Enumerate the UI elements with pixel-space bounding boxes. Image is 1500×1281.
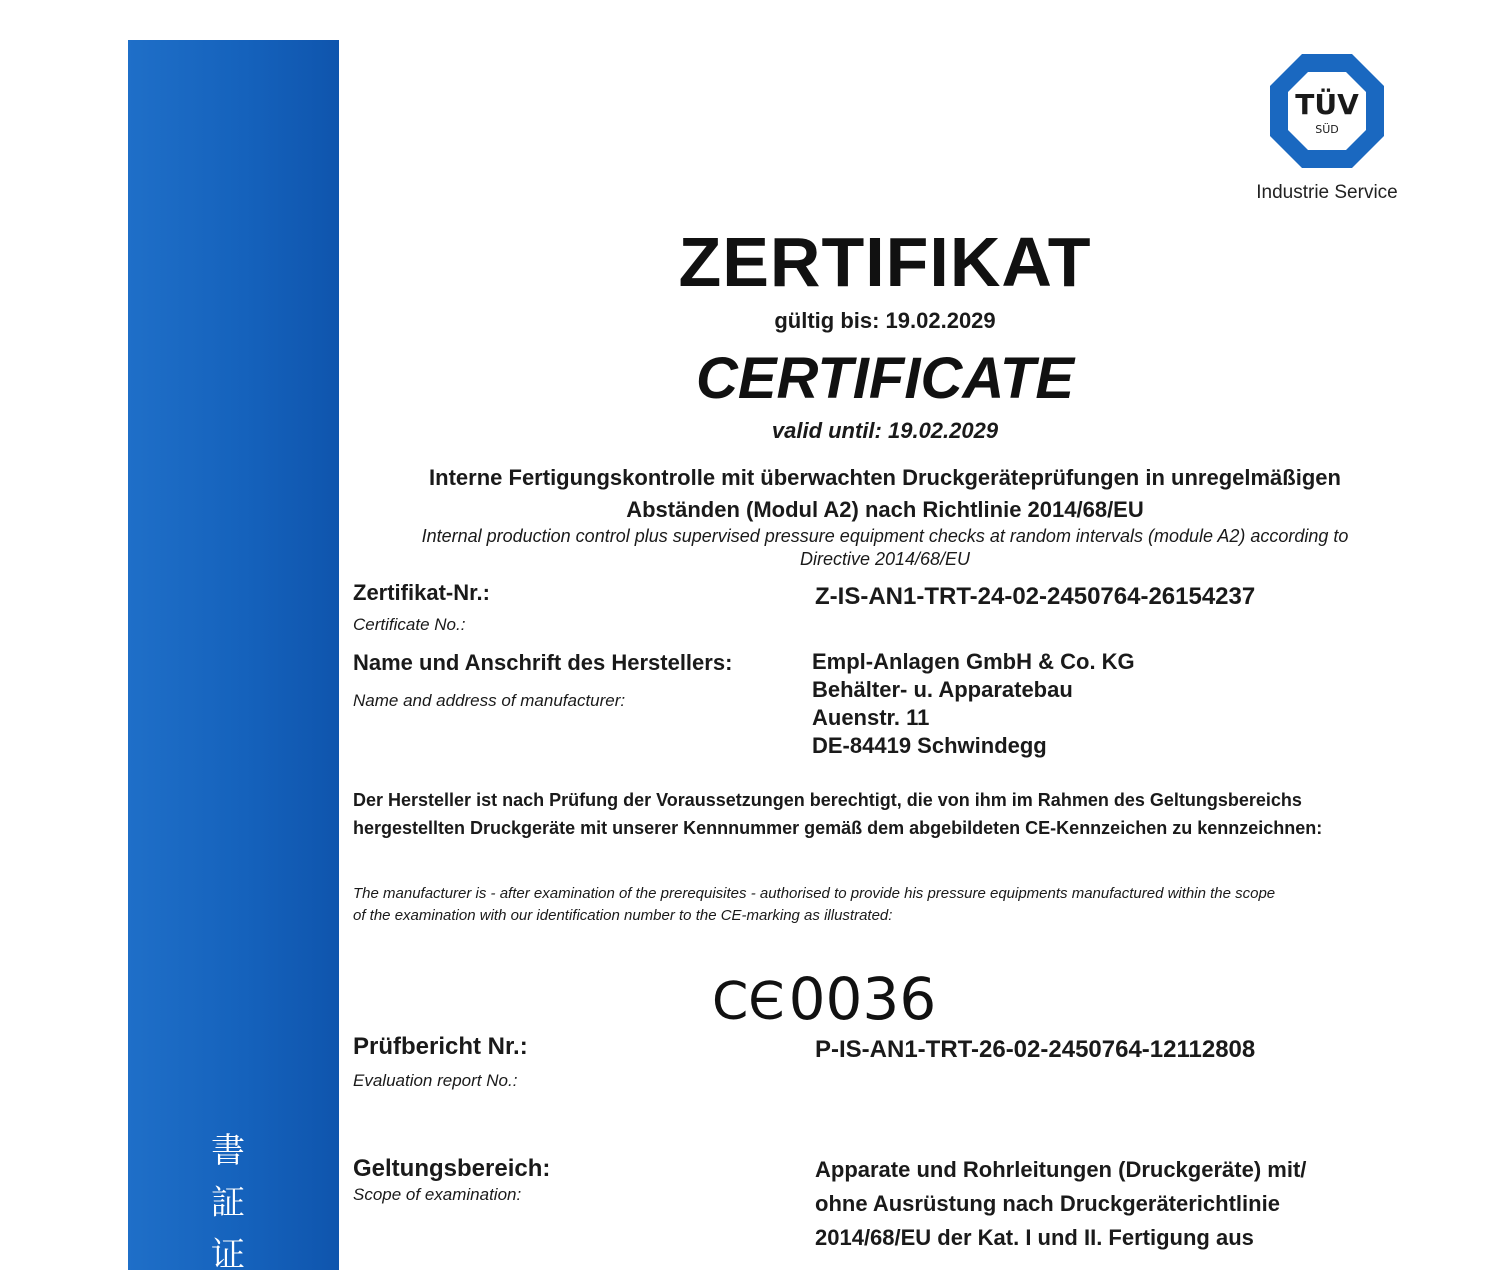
authorisation-german xyxy=(353,786,1413,842)
banner-cjk-char: 書 xyxy=(211,1131,245,1171)
logo-brand: TÜV xyxy=(1295,88,1359,121)
scope-line: 2014/68/EU der Kat. I und II. Fertigung aus xyxy=(815,1225,1254,1250)
authorisation-en-line: of the examination with our identification number to the CE-marking as illustrated: xyxy=(353,907,893,924)
ce-symbol-icon: CЄ xyxy=(712,972,785,1032)
certificate-banner xyxy=(128,40,339,1270)
manufacturer-line: Empl-Anlagen GmbH & Co. KG xyxy=(812,649,1135,674)
banner-cjk-char: 证 xyxy=(211,1235,245,1275)
authorisation-english xyxy=(353,883,1413,927)
scope-line: ohne Ausrüstung nach Druckgeräterichtlinie xyxy=(815,1191,1280,1216)
certificate-no-label: Zertifikat-Nr.: xyxy=(353,580,490,605)
tuv-sud-logo xyxy=(1252,50,1402,204)
manufacturer-line: DE-84419 Schwindegg xyxy=(812,733,1047,758)
valid-until-german: gültig bis: 19.02.2029 xyxy=(774,308,996,333)
banner-cjk-text xyxy=(198,1125,258,1281)
title-german: ZERTIFIKAT xyxy=(678,223,1092,301)
authorisation-de-line: hergestellten Druckgeräte mit unserer Kennnummer gemäß dem abgebildeten CE-Kennzeichen zu kennzeichnen: xyxy=(353,818,1323,838)
manufacturer-label: Name und Anschrift des Herstellers: xyxy=(353,650,733,675)
banner-cjk-char: 証 xyxy=(211,1183,245,1223)
report-no-label-english: Evaluation report No.: xyxy=(353,1071,518,1090)
module-de-line: Abständen (Modul A2) nach Richtlinie 2014/68/EU xyxy=(626,497,1144,522)
certificate-no-value: Z-IS-AN1-TRT-24-02-2450764-26154237 xyxy=(815,583,1256,610)
module-en-line: Internal production control plus supervised pressure equipment checks at random intervals (module A2) according to xyxy=(421,526,1349,546)
ce-notified-body-number: 0036 xyxy=(788,965,937,1033)
valid-until-english: valid until: 19.02.2029 xyxy=(771,418,999,443)
scope-label: Geltungsbereich: xyxy=(353,1155,551,1182)
logo-brand-sub: SÜD xyxy=(1315,123,1339,136)
ce-marking xyxy=(712,965,936,1033)
scope-line: Apparate und Rohrleitungen (Druckgeräte) mit/ xyxy=(815,1157,1307,1182)
scope-value xyxy=(815,1153,1306,1255)
scope-label-english: Scope of examination: xyxy=(353,1185,522,1204)
manufacturer-line: Behälter- u. Apparatebau xyxy=(812,677,1073,702)
module-description-german xyxy=(360,462,1410,526)
authorisation-de-line: Der Hersteller ist nach Prüfung der Voraussetzungen berechtigt, die von ihm im Rahmen des Geltungsbereichs xyxy=(353,790,1302,810)
report-no-label: Prüfbericht Nr.: xyxy=(353,1033,528,1060)
report-no-value: P-IS-AN1-TRT-26-02-2450764-12112808 xyxy=(815,1036,1256,1063)
manufacturer-address xyxy=(812,648,1135,760)
module-de-line: Interne Fertigungskontrolle mit überwachten Druckgeräteprüfungen in unregelmäßigen xyxy=(429,465,1341,490)
tuv-octagon-icon xyxy=(1266,50,1388,172)
manufacturer-line: Auenstr. 11 xyxy=(812,705,930,730)
title-english: CERTIFICATE xyxy=(695,346,1075,411)
module-description-english xyxy=(360,525,1410,571)
manufacturer-label-english: Name and address of manufacturer: xyxy=(353,691,626,710)
logo-caption: Industrie Service xyxy=(1256,182,1398,203)
module-en-line: Directive 2014/68/EU xyxy=(799,549,971,569)
authorisation-en-line: The manufacturer is - after examination of the prerequisites - authorised to provide his pressure equipments manufactured within the scope xyxy=(353,885,1276,902)
certificate-no-label-english: Certificate No.: xyxy=(353,615,466,634)
